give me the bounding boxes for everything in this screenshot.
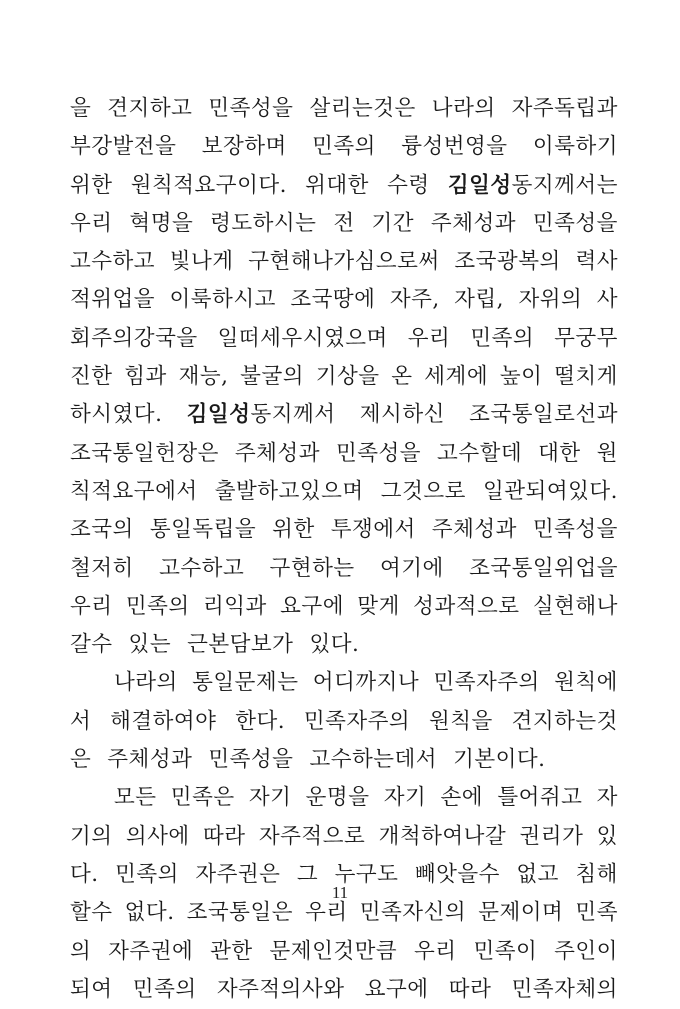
body-text [70, 90, 618, 1009]
leader-name: 김일성 [447, 172, 512, 198]
text-line: 기의 의사에 따라 자주적으로 개척하여나갈 권리가 있 [70, 823, 618, 849]
text-line: 다. 민족의 자주권은 그 누구도 빼앗을수 없고 침해 [70, 861, 618, 887]
text-line: 우리 민족의 리익과 요구에 맞게 성과적으로 실현해나 [70, 593, 618, 619]
text-line: 위한 원칙적요구이다. 위대한 수령 김일성동지께서는 [70, 172, 618, 198]
text-line: 되여 민족의 자주적의사와 요구에 따라 민족자체의 [70, 976, 618, 1002]
page-number: 11 [331, 883, 349, 902]
text-line: 조국통일헌장은 주체성과 민족성을 고수할데 대한 원 [70, 440, 618, 466]
text-line: 갈수 있는 근본담보가 있다. [70, 632, 360, 658]
text-line: 칙적요구에서 출발하고있으며 그것으로 일관되여있다. [70, 478, 618, 504]
text-line: 회주의강국을 일떠세우시였으며 우리 민족의 무궁무 [70, 325, 618, 351]
text-line: 모든 민족은 자기 운명을 자기 손에 틀어쥐고 자 [114, 785, 618, 811]
text-line: 을 견지하고 민족성을 살리는것은 나라의 자주독립과 [70, 96, 618, 121]
text-line: 철저히 고수하고 구현하는 여기에 조국통일위업을 [70, 555, 618, 581]
text-line: 조국의 통일독립을 위한 투쟁에서 주체성과 민족성을 [70, 517, 618, 543]
text-line: 의 자주권에 관한 문제인것만큼 우리 민족이 주인이 [70, 938, 618, 964]
text-line: 우리 혁명을 령도하시는 전 기간 주체성과 민족성을 [70, 210, 618, 236]
text-line: 할수 없다. 조국통일은 우리 민족자신의 문제이며 민족 [70, 900, 618, 926]
text-line: 고수하고 빛나게 구현해나가심으로써 조국광복의 력사 [70, 249, 618, 275]
text-line: 나라의 통일문제는 어디까지나 민족자주의 원칙에 [114, 670, 618, 696]
text-line: 서 해결하여야 한다. 민족자주의 원칙을 견지하는것 [70, 708, 618, 734]
text-line: 부강발전을 보장하며 민족의 륭성번영을 이룩하기 [70, 134, 618, 160]
text-line: 은 주체성과 민족성을 고수하는데서 기본이다. [70, 747, 546, 773]
text-line: 적위업을 이룩하시고 조국땅에 자주, 자립, 자위의 사 [70, 287, 618, 313]
text-line: 진한 힘과 재능, 불굴의 기상을 온 세계에 높이 떨치게 [70, 364, 618, 390]
text-line: 하시였다. 김일성동지께서 제시하신 조국통일로선과 [70, 402, 618, 428]
leader-name: 김일성 [186, 402, 251, 428]
